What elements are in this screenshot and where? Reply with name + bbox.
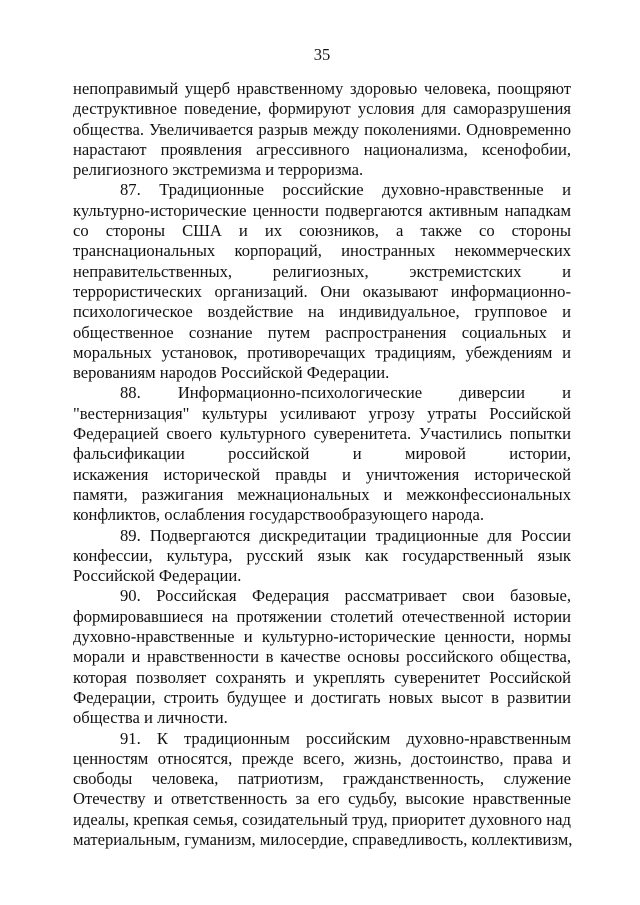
text-line: ценностям относятся, прежде всего, жизнь, достоинство, права и: [73, 748, 571, 768]
text-line: формировавшиеся на протяжении столетий отечественной истории: [73, 606, 571, 626]
text-line: общества. Увеличивается разрыв между поколениями. Одновременно: [73, 119, 571, 139]
text-line: верованиям народов Российской Федерации.: [73, 363, 390, 383]
text-line: транснациональных корпораций, иностранных некоммерческих: [73, 241, 571, 261]
text-line: общественное сознание путем распространения социальных и: [73, 322, 571, 342]
text-line: Федерацией своего культурного суверенитета. Участились попытки: [73, 424, 571, 444]
text-line: "вестернизация" культуры усиливают угрозу утраты Российской: [73, 403, 571, 423]
text-line: Федерации, строить будущее и достигать новых высот в развитии: [73, 687, 571, 707]
text-line: материальным, гуманизм, милосердие, справедливость, коллективизм,: [73, 829, 573, 849]
text-line: террористических организаций. Они оказывают информационно-: [73, 281, 571, 301]
text-line: 89. Подвергаются дискредитации традиционные для России: [120, 525, 571, 545]
text-line: нарастают проявления агрессивного национализма, ксенофобии,: [73, 139, 571, 159]
text-line: свободы человека, патриотизм, гражданственность, служение: [73, 769, 571, 789]
text-line: 91. К традиционным российским духовно-нравственным: [120, 728, 571, 748]
paragraph: [73, 79, 571, 180]
text-line: культурно-исторические ценности подвергаются активным нападкам: [73, 200, 571, 220]
paragraph: [73, 526, 571, 587]
text-line: конфессии, культура, русский язык как государственный язык: [73, 545, 571, 565]
text-line: со стороны США и их союзников, а также со стороны: [73, 221, 571, 241]
text-line: которая позволяет сохранять и укреплять суверенитет Российской: [73, 667, 571, 687]
text-line: деструктивное поведение, формируют условия для саморазрушения: [73, 99, 571, 119]
text-line: психологическое воздействие на индивидуальное, групповое и: [73, 302, 571, 322]
text-line: конфликтов, ослабления государствообразующего народа.: [73, 505, 484, 525]
text-line: непоправимый ущерб нравственному здоровью человека, поощряют: [73, 79, 571, 98]
paragraph: [73, 586, 571, 728]
paragraph: [73, 383, 571, 525]
paragraph: [73, 729, 571, 851]
text-line: моральных установок, противоречащих традициям, убеждениям и: [73, 342, 571, 362]
paragraph: [73, 180, 571, 383]
text-line: Российской Федерации.: [73, 566, 242, 586]
document-body: [73, 79, 571, 850]
text-line: неправительственных, религиозных, экстремистских и: [73, 261, 571, 281]
text-line: морали и нравственности в качестве основы российского общества,: [73, 647, 571, 667]
text-line: памяти, разжигания межнациональных и межконфессиональных: [73, 484, 571, 504]
text-line: фальсификации российской и мировой истории,: [73, 444, 571, 464]
page-number: 35: [313, 45, 331, 64]
text-line: искажения исторической правды и уничтожения исторической: [73, 464, 571, 484]
text-line: Отечеству и ответственность за его судьбу, высокие нравственные: [73, 789, 571, 809]
text-line: 88. Информационно-психологические диверсии и: [120, 383, 571, 403]
text-line: 90. Российская Федерация рассматривает свои базовые,: [120, 586, 571, 606]
text-line: идеалы, крепкая семья, созидательный труд, приоритет духовного над: [73, 809, 571, 829]
text-line: общества и личности.: [73, 708, 228, 728]
text-line: религиозного экстремизма и терроризма.: [73, 160, 364, 180]
text-line: 87. Традиционные российские духовно-нравственные и: [120, 180, 571, 200]
text-line: духовно-нравственные и культурно-исторические ценности, нормы: [73, 627, 571, 647]
